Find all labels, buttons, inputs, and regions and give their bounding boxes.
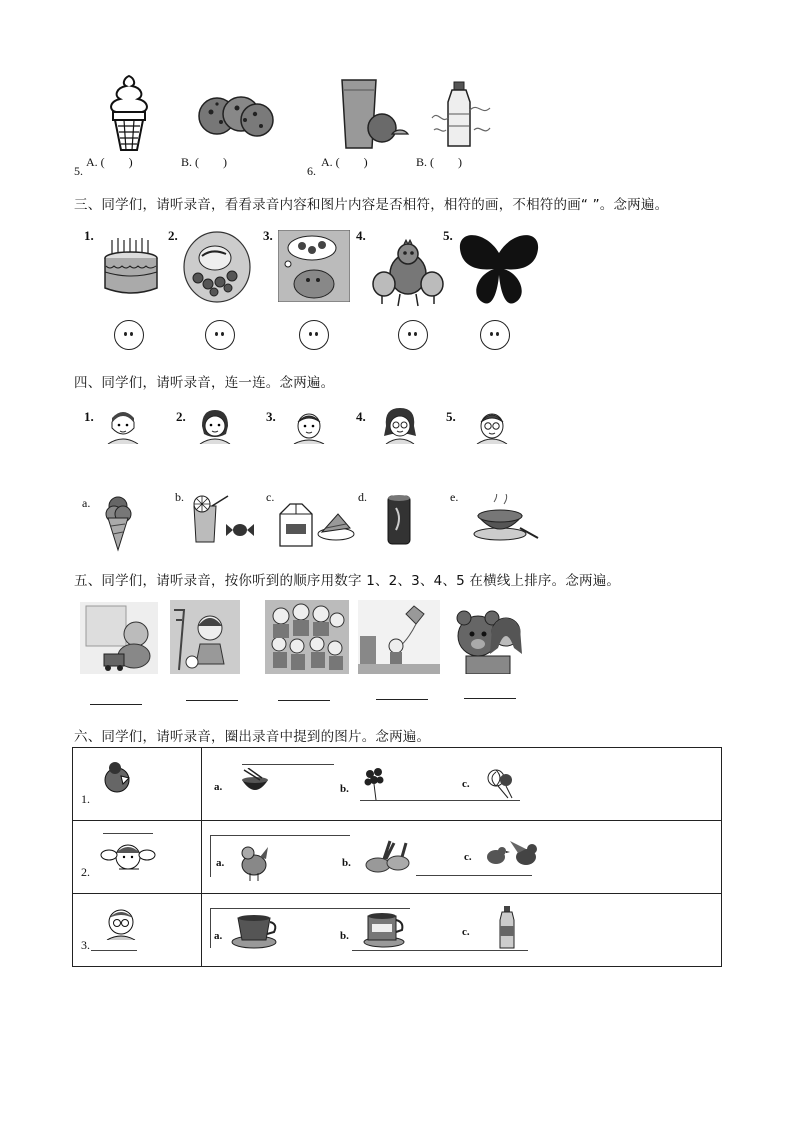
s4-food-c-label: c. (266, 490, 275, 504)
s4-person-4-number: 4. (356, 409, 366, 424)
cookies-image (197, 92, 277, 142)
s3-item-1-number: 1. (84, 228, 94, 243)
smiley-face-4[interactable] (398, 320, 428, 350)
soup-bowl-image[interactable] (470, 494, 540, 542)
s3-item-5-number: 5. (443, 228, 453, 243)
hen-chicks-image (370, 238, 446, 308)
rooster-animals-option[interactable] (234, 841, 272, 881)
row1-option-a-label: a. (214, 781, 223, 793)
s4-person-2-number: 2. (176, 409, 186, 424)
boy-glasses-portrait-5[interactable] (472, 406, 512, 444)
q5-number: 5. (74, 164, 83, 178)
smiley-face-5[interactable] (480, 320, 510, 350)
section6-table (72, 747, 722, 967)
table-row (73, 748, 722, 821)
s4-food-d-label: d. (358, 490, 367, 504)
smiley-face-2[interactable] (205, 320, 235, 350)
order-blank-3[interactable] (278, 700, 330, 701)
s4-food-e-label: e. (450, 490, 459, 504)
orange-juice-candy-image[interactable] (188, 494, 258, 546)
birds-option[interactable] (482, 837, 544, 873)
q6-number: 6. (307, 164, 316, 178)
girl-teddy-bear-image (452, 604, 524, 674)
q6-option-a[interactable]: A. ( ) (321, 155, 368, 169)
q5-option-a[interactable]: A. ( ) (86, 155, 133, 169)
boy-portrait-1[interactable] (104, 408, 142, 444)
icecream-cone-image[interactable] (102, 494, 134, 552)
s4-food-b-label: b. (175, 490, 184, 504)
hot-chocolate-mug-option[interactable] (362, 908, 406, 948)
section4-heading: 四、同学们，请听录音，连一连。念两遍。 (74, 375, 335, 391)
row2-option-c-label: c. (464, 851, 472, 863)
s3-item-4-number: 4. (356, 228, 366, 243)
girl-swing-playground-image (170, 600, 240, 674)
order-blank-1[interactable] (90, 704, 142, 705)
juice-orange-image (338, 76, 410, 150)
thinking-boy-food-image (278, 230, 350, 302)
icecream-image (104, 72, 154, 152)
s4-person-5-number: 5. (446, 409, 456, 424)
rabbits-option[interactable] (362, 839, 412, 875)
section5-heading: 五、同学们，请听录音，按你听到的顺序用数字 1、2、3、4、5 在横线上排序。念两遍。 (74, 573, 621, 589)
boy-glasses-face-icon (103, 906, 139, 940)
boy-portrait-3[interactable] (290, 408, 328, 444)
grape-skewer-option[interactable] (360, 766, 390, 802)
s4-person-3-number: 3. (266, 409, 276, 424)
section6-heading: 六、同学们，请听录音，圈出录音中提到的图片。念两遍。 (74, 729, 431, 745)
birthday-cake-image (100, 236, 162, 298)
s4-person-1-number: 1. (84, 409, 94, 424)
baby-toy-car-image (80, 602, 158, 674)
girl-portrait-2[interactable] (196, 408, 234, 444)
row2-option-b-label: b. (342, 857, 351, 869)
row3-option-b-label: b. (340, 930, 349, 942)
lollipop-option[interactable] (484, 766, 518, 800)
order-blank-2[interactable] (186, 700, 238, 701)
row3-option-c-label: c. (462, 926, 470, 938)
cola-can-image[interactable] (386, 494, 412, 546)
row1-option-c-label: c. (462, 778, 470, 790)
row1-number: 1. (81, 792, 90, 806)
s3-item-2-number: 2. (168, 228, 178, 243)
noodle-bowl-option[interactable] (238, 768, 272, 798)
table-row (73, 894, 722, 967)
girl-glasses-portrait-4[interactable] (380, 406, 420, 444)
girl-side-face-icon (101, 762, 135, 794)
q5-option-b[interactable]: B. ( ) (181, 155, 227, 169)
family-group-image (265, 600, 349, 674)
water-bottle-option[interactable] (498, 906, 516, 950)
s3-item-3-number: 3. (263, 228, 273, 243)
row1-option-b-label: b. (340, 783, 349, 795)
girl-pigtails-face-icon (99, 841, 157, 871)
milk-cake-image[interactable] (276, 496, 356, 548)
flower-girl-plate-image (182, 230, 252, 304)
water-bottle-image (428, 80, 494, 150)
s4-food-a-label: a. (82, 496, 91, 510)
order-blank-4[interactable] (376, 699, 428, 700)
smiley-face-1[interactable] (114, 320, 144, 350)
tea-cup-option[interactable] (230, 910, 280, 950)
section3-heading: 三、同学们，请听录音，看看录音内容和图片内容是否相符，相符的画，不相符的画“ ”。念两遍。 (74, 197, 669, 213)
boy-kite-image (358, 600, 440, 674)
row3-option-a-label: a. (214, 930, 223, 942)
row3-number: 3. (81, 938, 90, 952)
row2-option-a-label: a. (216, 857, 225, 869)
butterfly-image (456, 231, 542, 307)
table-row (73, 821, 722, 894)
q6-option-b[interactable]: B. ( ) (416, 155, 462, 169)
order-blank-5[interactable] (464, 698, 516, 699)
row2-number: 2. (81, 865, 90, 879)
smiley-face-3[interactable] (299, 320, 329, 350)
